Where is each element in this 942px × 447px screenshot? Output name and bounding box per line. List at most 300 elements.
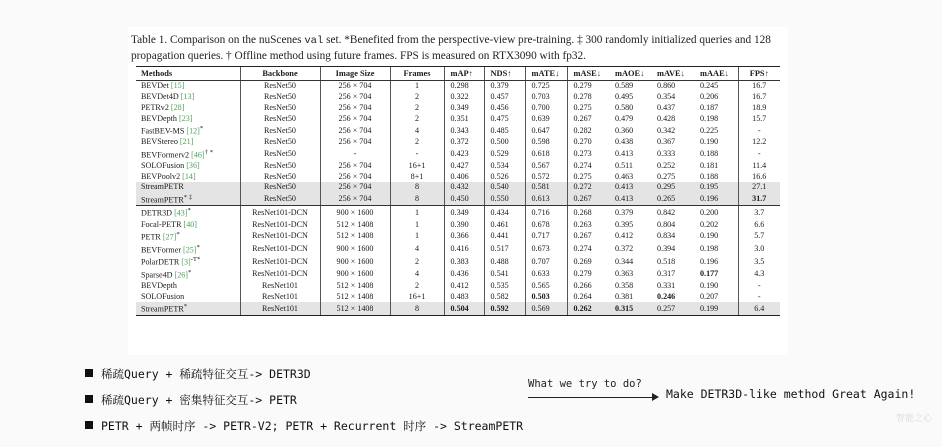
caption-prefix: Table 1. Comparison on the nuScenes <box>131 34 305 46</box>
fps-cell: 15.7 <box>738 113 780 124</box>
mase-cell: 0.279 <box>567 268 609 281</box>
mate-cell: 0.725 <box>525 81 567 92</box>
nds-cell: 0.550 <box>484 193 525 206</box>
method-cell <box>136 193 240 206</box>
citation-link[interactable]: [21] <box>179 137 194 147</box>
maae-cell: 0.202 <box>700 219 719 229</box>
table-row <box>136 255 780 268</box>
mase-cell: 0.273 <box>567 148 609 161</box>
citation-link[interactable]: [36] <box>186 160 200 170</box>
frames-cell: 2 <box>390 137 444 148</box>
size-cell: 900 × 1600 <box>320 243 390 256</box>
backbone-cell: ResNet101-DCN <box>240 243 320 256</box>
map-cell: 0.390 <box>444 219 484 230</box>
method-cell <box>136 171 240 182</box>
map-cell: 0.349 <box>444 103 484 114</box>
maoe-cell: 0.413 <box>609 182 651 193</box>
nds-cell: 0.475 <box>484 113 525 124</box>
maae-cell: 0.225 <box>700 125 719 135</box>
map-cell: 0.298 <box>444 81 484 92</box>
mase-cell: 0.268 <box>567 206 609 219</box>
mase-cell: 0.262 <box>567 302 609 315</box>
table-row <box>136 160 780 171</box>
maoe-cell: 0.360 <box>615 125 634 135</box>
mave-cell: 0.342 <box>657 125 676 135</box>
backbone-cell: ResNet50 <box>240 148 320 161</box>
size-cell: 256 × 704 <box>320 182 390 193</box>
nds-cell: 0.500 <box>484 137 525 148</box>
header-cell: mAAE↓ <box>694 67 738 81</box>
footnote-mark: * <box>176 230 180 238</box>
size-cell: 256 × 704 <box>320 124 390 137</box>
method-cell <box>136 255 240 268</box>
backbone-cell: ResNet101-DCN <box>240 255 320 268</box>
footnote-mark: * <box>196 243 200 251</box>
frames-cell: 4 <box>390 124 444 137</box>
maoe-cell: 0.511 <box>615 160 633 170</box>
table-row <box>136 291 780 302</box>
backbone-cell: ResNet101-DCN <box>240 206 320 219</box>
map-cell: 0.343 <box>444 124 484 137</box>
map-cell: 0.372 <box>444 137 484 148</box>
map-cell: 0.450 <box>444 193 484 206</box>
method-cell <box>136 81 240 92</box>
mave-cell: 0.804 <box>657 219 676 229</box>
fps-cell: 6.6 <box>738 219 780 230</box>
mase-cell: 0.269 <box>567 255 609 268</box>
mase-cell: 0.278 <box>567 92 609 103</box>
backbone-cell: ResNet50 <box>240 92 320 103</box>
note-line-1 <box>85 366 311 382</box>
fps-cell: 31.7 <box>738 193 780 206</box>
method-cell <box>136 137 240 148</box>
map-cell: 0.436 <box>444 268 484 281</box>
footnote-mark: -T* <box>190 256 201 264</box>
footnote-mark: * ‡ <box>183 193 193 201</box>
table-row <box>136 230 780 243</box>
frames-cell: 2 <box>390 92 444 103</box>
citation-link[interactable]: [14] <box>182 171 196 181</box>
backbone-cell: ResNet50 <box>240 182 320 193</box>
nds-cell: 0.379 <box>484 81 525 92</box>
maae-cell: 0.206 <box>700 92 719 102</box>
backbone-cell: ResNet101 <box>240 291 320 302</box>
table-caption <box>131 33 786 64</box>
table-row <box>136 113 780 124</box>
method-name: PETR <box>141 232 161 242</box>
fps-cell: 3.0 <box>738 243 780 256</box>
backbone-cell: ResNet50 <box>240 160 320 171</box>
caption-code: val <box>304 35 324 47</box>
maae-cell: 0.181 <box>700 160 719 170</box>
map-cell: 0.383 <box>444 255 484 268</box>
footnote-mark: * <box>199 125 204 133</box>
method-cell <box>136 113 240 124</box>
citation-link[interactable]: [26] <box>174 270 188 280</box>
size-cell: 256 × 704 <box>320 81 390 92</box>
maoe-cell: 0.413 <box>609 193 651 206</box>
citation-link[interactable]: [23] <box>179 113 193 123</box>
square-bullet-icon <box>85 395 93 403</box>
fps-cell: - <box>738 291 780 302</box>
size-cell: 512 × 1408 <box>320 302 390 315</box>
table-row <box>136 81 780 92</box>
citation-link[interactable]: [3] <box>181 257 191 267</box>
mate-cell: 0.565 <box>525 281 567 292</box>
method-name: DETR3D <box>141 209 173 219</box>
backbone-cell: ResNet50 <box>240 103 320 114</box>
nds-cell: 0.441 <box>484 230 525 243</box>
mave-cell: 0.842 <box>657 207 676 217</box>
mate-cell: 0.567 <box>525 160 567 171</box>
maoe-cell: 0.344 <box>615 256 634 266</box>
mase-cell: 0.266 <box>567 281 609 292</box>
backbone-cell: ResNet101-DCN <box>240 268 320 281</box>
maae-cell: 0.196 <box>694 193 738 206</box>
table-row <box>136 268 780 281</box>
method-name: PETRv2 <box>141 102 169 112</box>
mate-cell: 0.503 <box>525 291 567 302</box>
mave-cell: 0.428 <box>657 113 676 123</box>
size-cell: 256 × 704 <box>320 193 390 206</box>
mase-cell: 0.274 <box>567 243 609 256</box>
table-row <box>136 171 780 182</box>
maoe-cell: 0.412 <box>615 231 634 241</box>
size-cell: 512 × 1408 <box>320 219 390 230</box>
method-name: BEVDet4D <box>141 92 179 102</box>
table-row <box>136 302 780 315</box>
mave-cell: 0.367 <box>657 137 676 147</box>
maae-cell: 0.198 <box>700 113 719 123</box>
mave-cell: 0.252 <box>657 160 676 170</box>
fps-cell: 11.4 <box>738 160 780 171</box>
header-cell: Methods <box>136 67 240 81</box>
header-cell: Frames <box>390 67 444 81</box>
size-cell: 256 × 704 <box>320 92 390 103</box>
maoe-cell: 0.463 <box>615 171 634 181</box>
maoe-cell: 0.438 <box>615 137 634 147</box>
maae-cell: 0.190 <box>700 231 719 241</box>
map-cell: 0.432 <box>444 182 484 193</box>
method-name: BEVPoolv2 <box>141 171 181 181</box>
nds-cell: 0.540 <box>484 182 525 193</box>
maoe-cell: 0.379 <box>615 207 634 217</box>
frames-cell: 2 <box>390 113 444 124</box>
citation-link[interactable]: [27] <box>162 232 177 242</box>
mate-cell: 0.633 <box>525 268 567 281</box>
backbone-cell: ResNet101-DCN <box>240 219 320 230</box>
nds-cell: 0.461 <box>484 219 525 230</box>
header-cell: mASE↓ <box>567 67 609 81</box>
mate-cell: 0.678 <box>525 219 567 230</box>
method-name: Sparse4D <box>141 270 173 280</box>
citation-link[interactable]: [40] <box>183 219 197 229</box>
fps-cell: 12.2 <box>738 137 780 148</box>
method-name: BEVDet <box>141 81 169 91</box>
frames-cell: 1 <box>390 230 444 243</box>
fps-cell: 4.3 <box>738 268 780 281</box>
method-name: Focal-PETR <box>141 219 182 229</box>
header-cell: Backbone <box>240 67 320 81</box>
mate-cell: 0.700 <box>525 103 567 114</box>
maae-cell: 0.198 <box>700 243 719 253</box>
maoe-cell: 0.395 <box>615 219 634 229</box>
square-bullet-icon <box>85 369 93 377</box>
note-line-3 <box>85 418 523 434</box>
mate-cell: 0.707 <box>525 255 567 268</box>
frames-cell: 4 <box>390 268 444 281</box>
frames-cell: 1 <box>390 206 444 219</box>
method-cell <box>136 281 240 292</box>
size-cell: 900 × 1600 <box>320 206 390 219</box>
mave-cell: 0.265 <box>651 193 694 206</box>
method-cell <box>136 206 240 219</box>
table-row <box>136 92 780 103</box>
mase-cell: 0.275 <box>567 171 609 182</box>
mate-cell: 0.569 <box>525 302 567 315</box>
fps-cell: 5.7 <box>738 230 780 243</box>
maoe-cell: 0.372 <box>615 243 634 253</box>
fps-cell: 18.9 <box>738 103 780 114</box>
frames-cell: 1 <box>390 219 444 230</box>
mave-cell: 0.394 <box>657 243 676 253</box>
citation-link[interactable]: [15] <box>170 81 185 91</box>
note-text: PETR + 两帧时序 -> PETR-V2; PETR + Recurrent 时序 -> StreamPETR <box>101 419 524 433</box>
table-row <box>136 243 780 256</box>
map-cell: 0.483 <box>444 291 484 302</box>
nds-cell: 0.488 <box>484 255 525 268</box>
header-cell: NDS↑ <box>484 67 525 81</box>
method-cell <box>136 148 240 161</box>
maae-cell: 0.245 <box>700 81 719 91</box>
size-cell: 256 × 704 <box>320 113 390 124</box>
header-cell: FPS↑ <box>738 67 780 81</box>
maae-cell: 0.188 <box>700 171 719 181</box>
fps-cell: 16.6 <box>738 171 780 182</box>
maoe-cell: 0.413 <box>615 149 634 159</box>
citation-link[interactable]: [28] <box>170 102 185 112</box>
frames-cell: 16+1 <box>390 291 444 302</box>
nds-cell: 0.457 <box>484 92 525 103</box>
mave-cell: 0.354 <box>657 92 676 102</box>
map-cell: 0.504 <box>444 302 484 315</box>
size-cell: - <box>320 148 390 161</box>
size-cell: 256 × 704 <box>320 137 390 148</box>
table-row <box>136 281 780 292</box>
method-name: StreamPETR <box>141 195 184 205</box>
method-cell <box>136 291 240 302</box>
citation-link[interactable]: [25] <box>183 245 197 255</box>
nds-cell: 0.434 <box>484 206 525 219</box>
map-cell: 0.406 <box>444 171 484 182</box>
maoe-cell: 0.589 <box>615 81 634 91</box>
arrow-label: What we try to do? <box>528 378 642 390</box>
nds-cell: 0.517 <box>484 243 525 256</box>
square-bullet-icon <box>85 421 93 429</box>
nds-cell: 0.485 <box>484 124 525 137</box>
maoe-cell: 0.580 <box>615 102 634 112</box>
fps-cell: 16.7 <box>738 81 780 92</box>
footnote-mark: * <box>183 303 188 311</box>
size-cell: 256 × 704 <box>320 171 390 182</box>
backbone-cell: ResNet50 <box>240 137 320 148</box>
method-cell <box>136 243 240 256</box>
table-row <box>136 103 780 114</box>
citation-link[interactable]: [13] <box>180 92 195 102</box>
maoe-cell: 0.315 <box>609 302 651 315</box>
size-cell: 512 × 1408 <box>320 291 390 302</box>
map-cell: 0.349 <box>444 206 484 219</box>
maae-cell: 0.207 <box>700 291 719 301</box>
mase-cell: 0.272 <box>567 182 609 193</box>
mase-cell: 0.274 <box>567 160 609 171</box>
method-name: SOLOFusion <box>141 160 185 170</box>
nds-cell: 0.582 <box>484 291 525 302</box>
header-cell: mATE↓ <box>525 67 567 81</box>
table-header-row <box>136 67 780 81</box>
backbone-cell: ResNet50 <box>240 124 320 137</box>
table-row <box>136 193 780 206</box>
frames-cell: 2 <box>390 281 444 292</box>
frames-cell: 8 <box>390 182 444 193</box>
mave-cell: 0.437 <box>657 102 676 112</box>
method-name: StreamPETR <box>141 182 184 192</box>
maae-cell: 0.196 <box>700 256 719 266</box>
nds-cell: 0.526 <box>484 171 525 182</box>
mase-cell: 0.282 <box>567 124 609 137</box>
method-name: BEVDepth <box>141 281 177 291</box>
method-name: BEVFormer <box>141 245 182 255</box>
maoe-cell: 0.358 <box>615 281 634 291</box>
mase-cell: 0.267 <box>567 113 609 124</box>
mate-cell: 0.572 <box>525 171 567 182</box>
maae-cell: 0.195 <box>694 182 738 193</box>
maae-cell: 0.188 <box>700 149 719 159</box>
frames-cell: 1 <box>390 81 444 92</box>
mate-cell: 0.613 <box>525 193 567 206</box>
backbone-cell: ResNet101-DCN <box>240 230 320 243</box>
table-row <box>136 182 780 193</box>
mate-cell: 0.717 <box>525 230 567 243</box>
mave-cell: 0.295 <box>651 182 694 193</box>
mate-cell: 0.703 <box>525 92 567 103</box>
results-table <box>136 66 780 316</box>
frames-cell: 8 <box>390 193 444 206</box>
mave-cell: 0.246 <box>657 291 676 301</box>
method-cell <box>136 268 240 281</box>
header-cell: mAOE↓ <box>609 67 651 81</box>
map-cell: 0.322 <box>444 92 484 103</box>
fps-cell: 3.7 <box>738 206 780 219</box>
method-name: StreamPETR <box>141 304 184 314</box>
mate-cell: 0.716 <box>525 206 567 219</box>
maoe-cell: 0.381 <box>615 291 634 301</box>
mase-cell: 0.275 <box>567 103 609 114</box>
map-cell: 0.423 <box>444 148 484 161</box>
table-row <box>136 124 780 137</box>
size-cell: 900 × 1600 <box>320 255 390 268</box>
fps-cell: 3.5 <box>738 255 780 268</box>
mate-cell: 0.618 <box>525 148 567 161</box>
map-cell: 0.412 <box>444 281 484 292</box>
mave-cell: 0.275 <box>657 171 676 181</box>
backbone-cell: ResNet50 <box>240 193 320 206</box>
fps-cell: 16.7 <box>738 92 780 103</box>
fps-cell: 6.4 <box>738 302 780 315</box>
header-cell: mAP↑ <box>444 67 484 81</box>
nds-cell: 0.592 <box>484 302 525 315</box>
mase-cell: 0.263 <box>567 219 609 230</box>
mave-cell: 0.257 <box>651 302 694 315</box>
mate-cell: 0.581 <box>525 182 567 193</box>
size-cell: 512 × 1408 <box>320 281 390 292</box>
footnote-mark: † * <box>204 148 214 156</box>
maae-cell: 0.199 <box>694 302 738 315</box>
method-cell <box>136 92 240 103</box>
method-name: BEVFormerv2 <box>141 150 190 160</box>
maae-cell: 0.187 <box>700 102 719 112</box>
mase-cell: 0.267 <box>567 193 609 206</box>
method-name: BEVStereo <box>141 137 178 147</box>
frames-cell: 16+1 <box>390 160 444 171</box>
table-row <box>136 206 780 219</box>
arrow-right-icon <box>652 393 659 401</box>
method-cell <box>136 302 240 315</box>
note-text: 稀疏Query + 密集特征交互-> PETR <box>101 393 297 407</box>
method-cell <box>136 219 240 230</box>
note-text: 稀疏Query + 稀疏特征交互-> DETR3D <box>101 367 311 381</box>
size-cell: 256 × 704 <box>320 160 390 171</box>
frames-cell: 4 <box>390 243 444 256</box>
fps-cell: 27.1 <box>738 182 780 193</box>
map-cell: 0.416 <box>444 243 484 256</box>
maae-cell: 0.200 <box>700 207 719 217</box>
fps-cell: - <box>738 124 780 137</box>
method-cell <box>136 230 240 243</box>
mave-cell: 0.834 <box>657 231 676 241</box>
mave-cell: 0.331 <box>657 281 676 291</box>
mase-cell: 0.279 <box>567 81 609 92</box>
size-cell: 256 × 704 <box>320 103 390 114</box>
mave-cell: 0.860 <box>657 81 676 91</box>
maae-cell: 0.177 <box>700 269 719 279</box>
map-cell: 0.427 <box>444 160 484 171</box>
maoe-cell: 0.479 <box>615 113 634 123</box>
method-cell <box>136 124 240 137</box>
backbone-cell: ResNet101 <box>240 281 320 292</box>
arrow-shaft <box>528 397 656 398</box>
citation-link[interactable]: [43] <box>174 209 188 219</box>
header-cell: Image Size <box>320 67 390 81</box>
maae-cell: 0.190 <box>700 281 719 291</box>
method-name: FastBEV-MS <box>141 126 185 136</box>
mave-cell: 0.518 <box>657 256 676 266</box>
table-row <box>136 148 780 161</box>
method-cell <box>136 182 240 193</box>
map-cell: 0.366 <box>444 230 484 243</box>
nds-cell: 0.535 <box>484 281 525 292</box>
fps-cell: - <box>738 281 780 292</box>
citation-link[interactable]: [46] <box>191 150 205 160</box>
maoe-cell: 0.363 <box>615 269 634 279</box>
frames-cell: 8 <box>390 302 444 315</box>
mate-cell: 0.598 <box>525 137 567 148</box>
table-row <box>136 137 780 148</box>
header-cell: mAVE↓ <box>651 67 694 81</box>
backbone-cell: ResNet50 <box>240 171 320 182</box>
frames-cell: 8+1 <box>390 171 444 182</box>
citation-link[interactable]: [12] <box>186 126 200 136</box>
